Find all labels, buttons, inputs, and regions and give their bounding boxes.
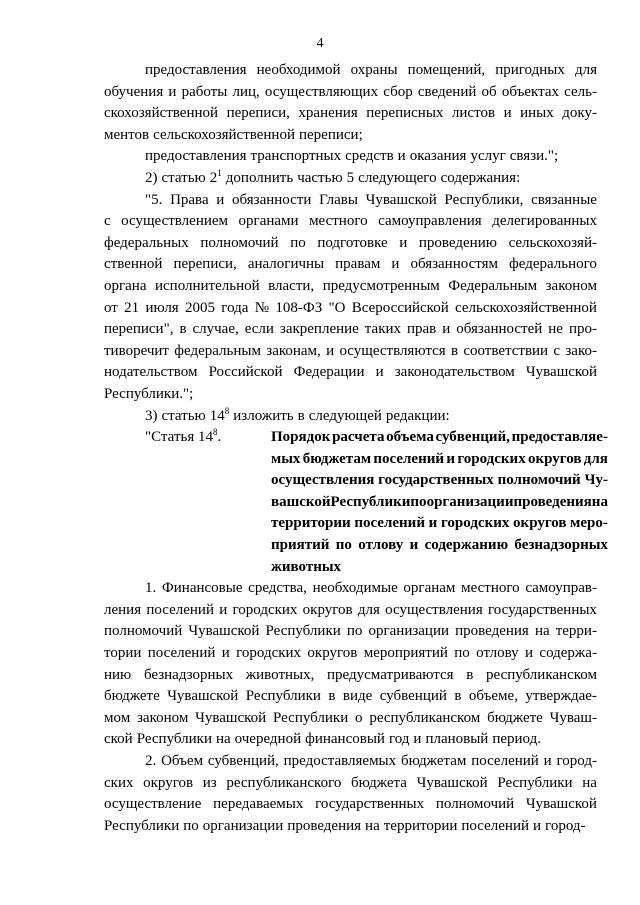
text-line: ских округов из республиканского бюджета Чувашской Республики на (104, 774, 597, 791)
paragraphs-before-article (104, 60, 597, 427)
text-line: бюджете Чувашской Республики в виде субвенций в объеме, утверждае- (104, 688, 597, 705)
text-line: Республики."; (104, 385, 194, 402)
text-line: животных (271, 558, 342, 575)
text-line: ской Республики на очередной финансовый год и плановый период. (104, 731, 542, 748)
text-line: ментов сельскохозяйственной переписи; (104, 126, 363, 143)
text-line: нодательством Российской Федерации и законодательством Чувашской (104, 364, 597, 381)
text-line: Порядок расчета объема субвенций, предоставляе- (271, 429, 608, 446)
article-title (271, 427, 608, 578)
paragraph (104, 406, 597, 428)
text-line: полномочий Чувашской Республики по организации проведения на терри- (104, 623, 597, 640)
page-number: 4 (316, 36, 324, 51)
text-line: "5. Права и обязанности Главы Чувашской Республики, связанные (145, 191, 597, 208)
text-line: осуществление передаваемых государственных полномочий Чувашской (104, 796, 597, 813)
text-line: территории поселений и городских округов меро- (271, 515, 608, 532)
superscript: 1 (217, 167, 222, 178)
text-line: органа исполнительной власти, предусмотренным Федеральным законом (104, 277, 597, 294)
text-line: осуществления государственных полномочий Чу- (271, 472, 608, 489)
text-line: от 21 июля 2005 года № 108-ФЗ "О Всероссийской сельскохозяйственной (104, 299, 597, 316)
paragraph (104, 578, 597, 751)
article-heading (104, 427, 608, 578)
article-label: "Статья $14^8$. (145, 427, 222, 446)
superscript: 8 (224, 405, 230, 416)
paragraph (104, 168, 597, 190)
superscript: 8 (212, 427, 218, 438)
paragraph (104, 146, 597, 168)
text-line: 1. Финансовые средства, необходимые органам местного самоуправ- (145, 580, 597, 597)
text-line: ственной переписи, аналогичны правам и обязанностям федерального (104, 256, 597, 273)
paragraph (104, 190, 597, 406)
text-line: мом законом Чувашской Республики о республиканском бюджете Чуваш- (104, 709, 597, 726)
text-line: 3) статью $14^8$ изложить в следующей редакции: (145, 405, 450, 424)
paragraph (104, 60, 597, 146)
text-line: приятий по отлову и содержанию безнадзорных (271, 537, 608, 554)
text-line: тиворечит федеральным законам, и осуществляются в соответствии с зако- (104, 342, 597, 359)
text-line: Республики по организации проведения на территории поселений и город- (104, 817, 586, 834)
paragraphs-after-article (104, 578, 597, 837)
text-line: вашской Республики по организации проведения на (271, 493, 608, 510)
text-line: тории поселений и городских округов мероприятий по отлову и содержа- (104, 645, 597, 662)
text-line: скохозяйственной переписи, хранения переписных листов и иных доку- (104, 105, 597, 122)
text-line: переписи", в случае, если закрепление таких прав и обязанностей не про- (104, 321, 597, 338)
paragraph (104, 751, 597, 837)
text-line: обучения и работы лиц, осуществляющих сбор сведений об объектах сель- (104, 83, 597, 100)
document-body (104, 60, 608, 837)
text-line: ления поселений и городских округов для осуществления государственных (104, 601, 597, 618)
text-line: предоставления транспортных средств и оказания услуг связи."; (145, 148, 559, 165)
text-line: мых бюджетам поселений и городских округов для (271, 450, 608, 467)
text-line: 2. Объем субвенций, предоставляемых бюджетам поселений и город- (145, 753, 597, 769)
text-line: федеральных полномочий по подготовке и проведению сельскохозяй- (104, 234, 597, 251)
text-line: нию безнадзорных животных, предусматриваются в республиканском (104, 666, 597, 683)
text-line: предоставления необходимой охраны помещений, пригодных для (145, 62, 597, 78)
text-line: с осуществлением органами местного самоуправления делегированных (104, 213, 597, 230)
text-line: 2) статью $2^1$ дополнить частью 5 следующего содержания: (145, 167, 521, 186)
